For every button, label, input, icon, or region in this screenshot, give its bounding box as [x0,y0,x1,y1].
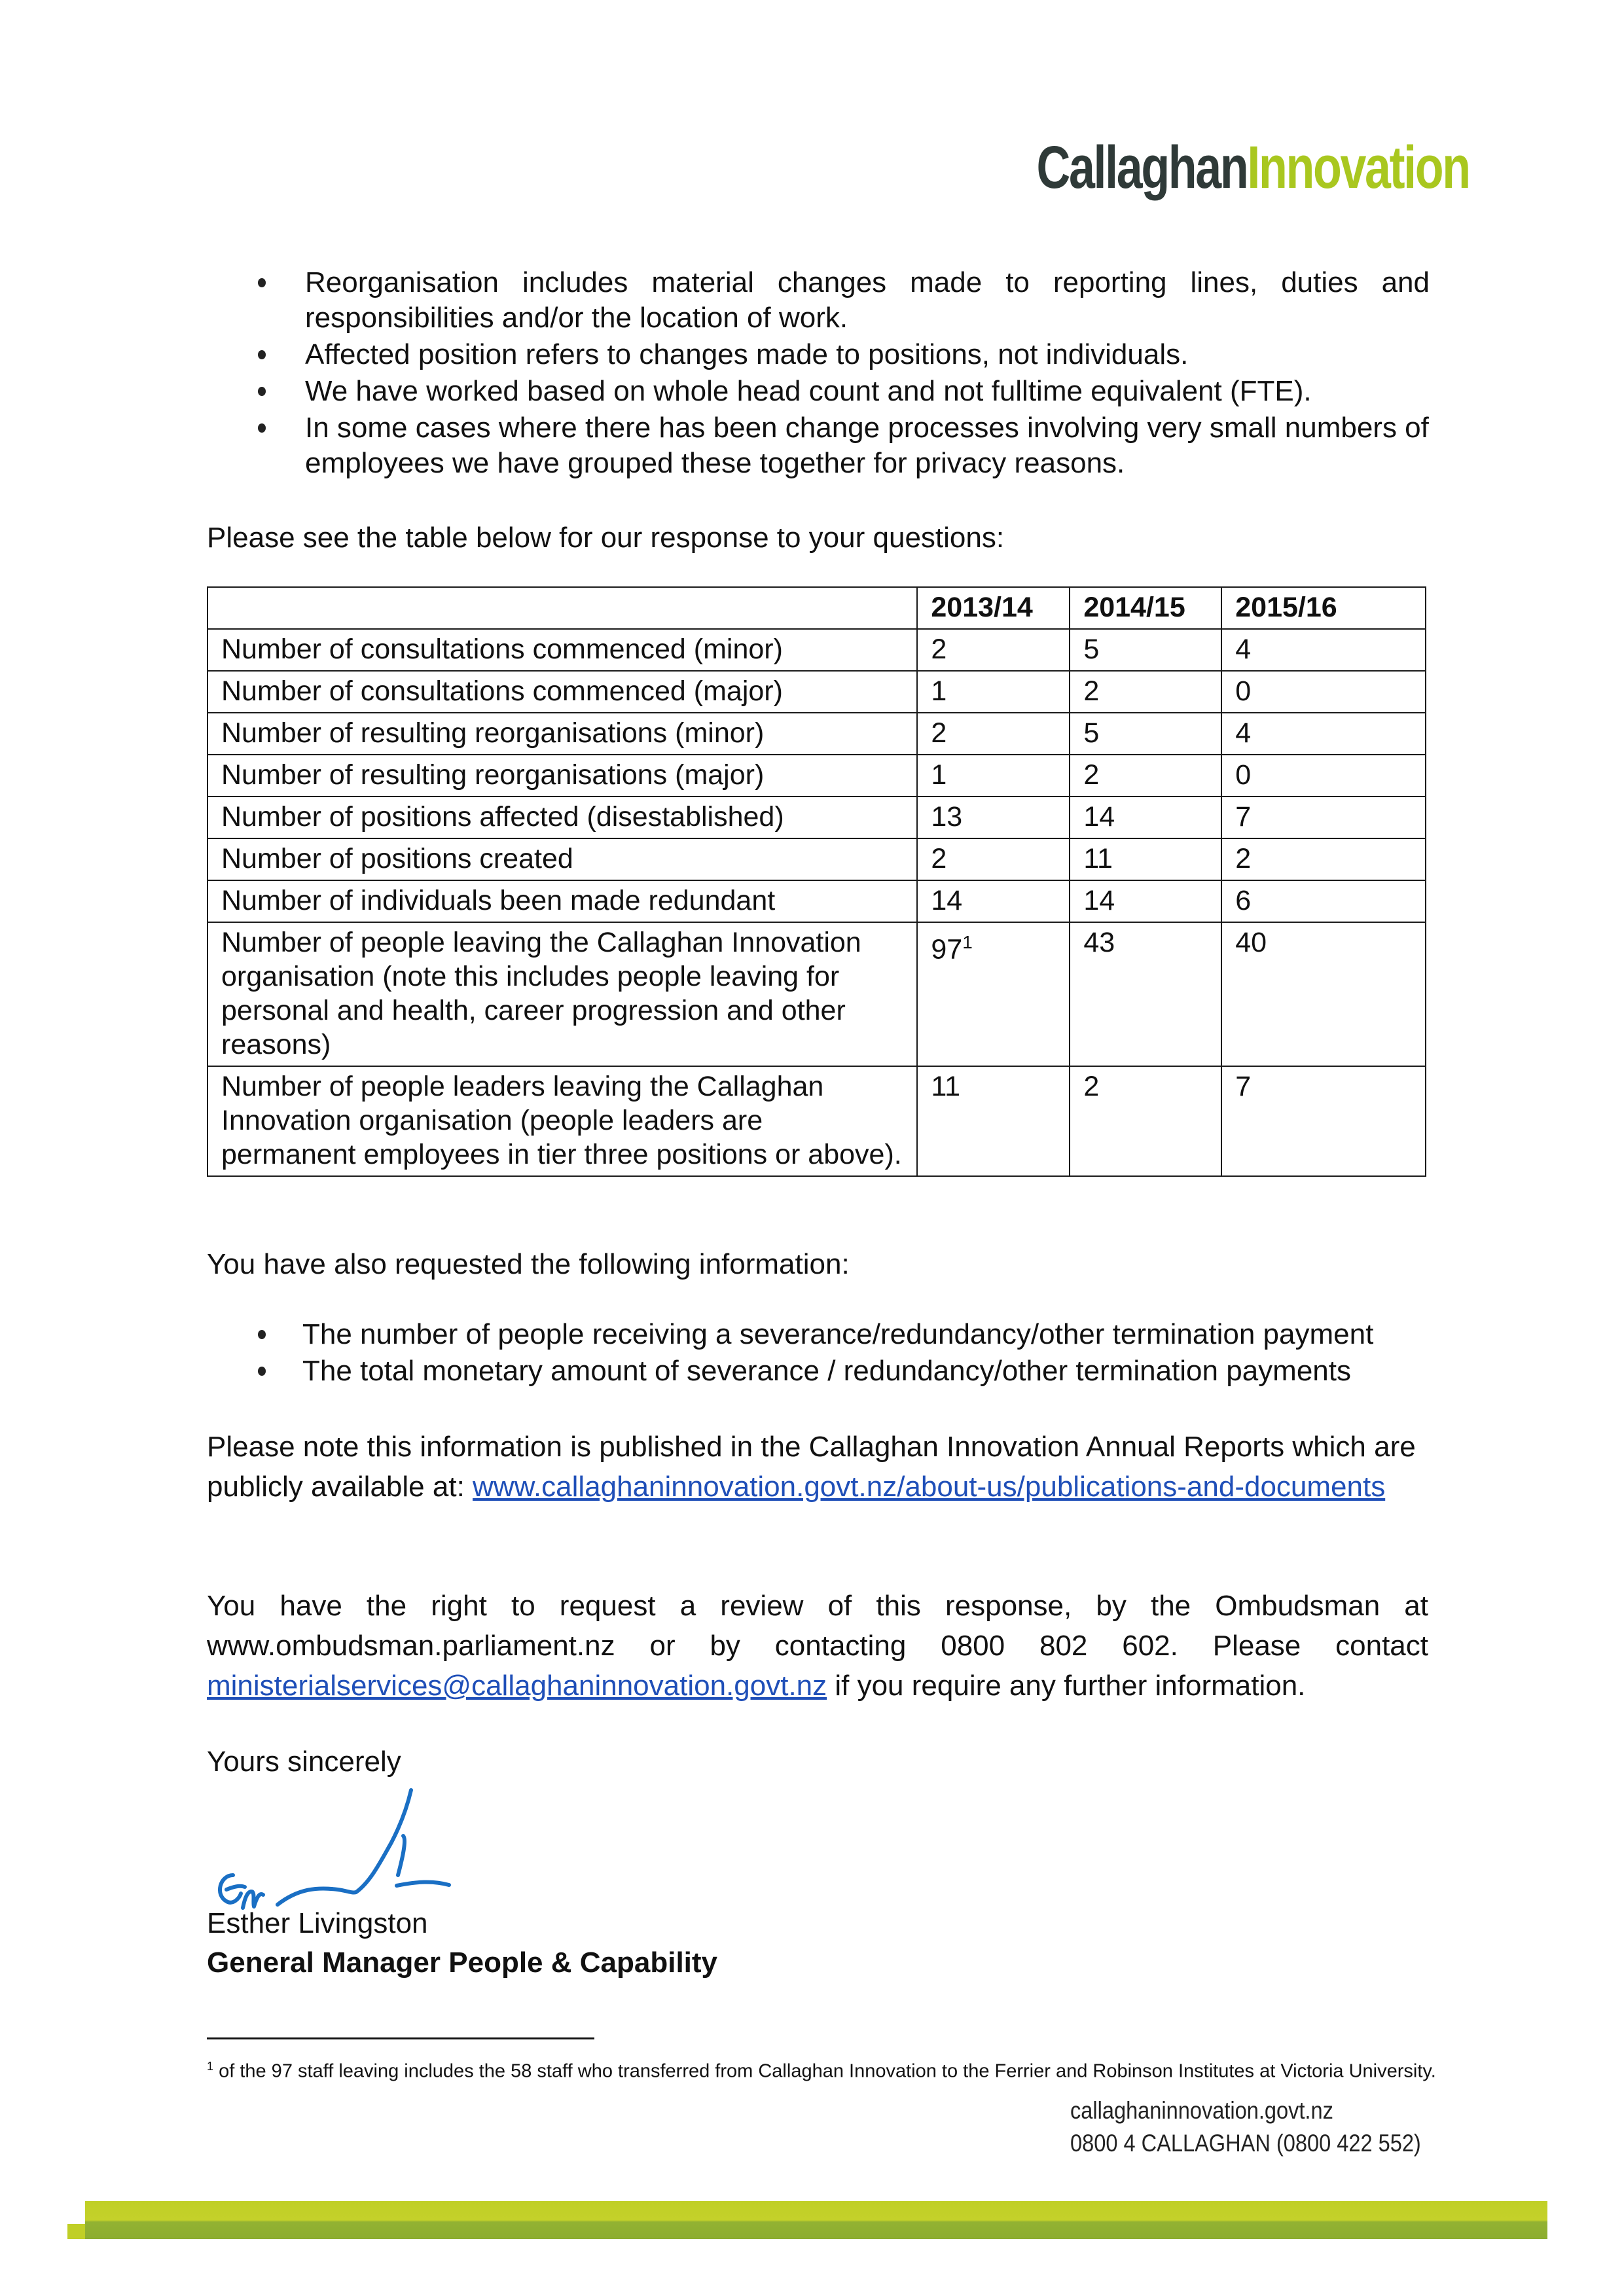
logo-innovation: Innovation [1247,134,1470,201]
cell-2013-14: 11 [917,1066,1070,1176]
cell-2014-15: 2 [1070,671,1221,713]
cell-2013-14: 2 [917,713,1070,755]
footer-contact [1070,2094,1421,2160]
footer-bar-tab [67,2224,87,2239]
table-header-2013-14: 2013/14 [917,587,1070,629]
table-row [208,880,1426,922]
footnote-marker: 1 [207,2060,214,2073]
row-label: Number of consultations commenced (minor) [208,629,917,671]
row-label: Number of positions created [208,838,917,880]
cell-2015-16: 4 [1221,629,1426,671]
cell-2014-15: 5 [1070,629,1221,671]
cell-2015-16: 4 [1221,713,1426,755]
table-row [208,713,1426,755]
cell-2014-15: 11 [1070,838,1221,880]
signatory-title: General Manager People & Capability [207,1946,718,1979]
callaghan-innovation-logo [1036,134,1470,201]
footnote: $^1$ of the 97 staff leaving includes the 58 staff who transferred from Callaghan Innovation to the Ferrier and Robinson Institutes at Victoria University. [207,2060,1436,2082]
cell-2014-15: 5 [1070,713,1221,755]
bullet-icon [258,1367,266,1376]
table-header-2015-16: 2015/16 [1221,587,1426,629]
cell-2015-16: 7 [1221,1066,1426,1176]
cell-2015-16: 2 [1221,838,1426,880]
bullet-icon [258,278,266,287]
table-header-blank [208,587,917,629]
closing: Yours sincerely [207,1746,401,1778]
publications-link[interactable]: www.callaghaninnovation.govt.nz/about-us/publications-and-documents [473,1471,1386,1503]
footnote-divider [207,2037,594,2039]
cell-2015-16: 7 [1221,797,1426,838]
table-row [208,1066,1426,1176]
row-label: Number of individuals been made redundant [208,880,917,922]
cell-2014-15: 2 [1070,1066,1221,1176]
definitions-list [258,265,1430,481]
cell-2013-14: 14 [917,880,1070,922]
definition-item: We have worked based on whole head count and not fulltime equivalent (FTE). [258,374,1430,410]
cell-2015-16: 6 [1221,880,1426,922]
bullet-icon [258,350,266,359]
bullet-icon [258,423,266,433]
table-row [208,922,1426,1066]
row-label: Number of resulting reorganisations (minor) [208,713,917,755]
cell-2015-16: 40 [1221,922,1426,1066]
cell-2014-15: 14 [1070,797,1221,838]
cell-2015-16: 0 [1221,671,1426,713]
also-requested-intro: You have also requested the following information: [207,1248,850,1280]
table-row [208,838,1426,880]
table-row [208,629,1426,671]
table-intro: Please see the table below for our response to your questions: [207,522,1005,554]
footer-green-bar [85,2201,1547,2239]
cell-2013-14: 2 [917,838,1070,880]
footer-phone: 0800 4 CALLAGHAN (0800 422 552) [1070,2130,1421,2157]
cell-2013-14: 1 [917,671,1070,713]
cell-2013-14: 13 [917,797,1070,838]
cell-2013-14: 2 [917,629,1070,671]
review-paragraph: You have the right to request a review of this response, by the Ombudsman at www.ombudsman.parliament.nz or by contacting 0800 802 602. Please contact ministerialservices@callaghaninnovation.govt.nz if you require any further information. [207,1590,1428,1702]
also-requested-list [258,1317,1436,1389]
definition-item: Reorganisation includes material changes made to reporting lines, duties and responsibilities and/or the location of work. [258,265,1430,337]
signature-icon [207,1777,573,1914]
table-header-2014-15: 2014/15 [1070,587,1221,629]
table-row [208,671,1426,713]
row-label: Number of resulting reorganisations (major) [208,755,917,797]
bullet-icon [258,1330,266,1339]
requested-item: The number of people receiving a severance/redundancy/other termination payment [258,1317,1436,1354]
annual-reports-paragraph: Please note this information is published in the Callaghan Innovation Annual Reports which are publicly available at: www.callaghaninnovation.govt.nz/about-us/publications-and-documents [207,1431,1416,1503]
cell-2015-16: 0 [1221,755,1426,797]
cell-2014-15: 2 [1070,755,1221,797]
table-header-row [208,587,1426,629]
reorganisation-table [207,586,1426,1177]
table-row [208,755,1426,797]
requested-item: The total monetary amount of severance / redundancy/other termination payments [258,1354,1436,1389]
definition-item: In some cases where there has been change processes involving very small numbers of employees we have grouped these together for privacy reasons. [258,410,1430,481]
logo-callaghan: Callaghan [1036,134,1248,201]
footer-website: callaghaninnovation.govt.nz [1070,2097,1333,2124]
row-label: Number of consultations commenced (major) [208,671,917,713]
cell-2013-14: 1 [917,755,1070,797]
cell-2013-14: $97^1$ [917,922,1070,1066]
footnote-ref[interactable]: 1 [962,932,973,952]
cell-2014-15: 43 [1070,922,1221,1066]
row-label: Number of positions affected (disestablished) [208,797,917,838]
row-label: Number of people leaving the Callaghan Innovation organisation (note this includes people leaving for personal and health, career progression and other reasons) [208,922,917,1066]
email-link[interactable]: ministerialservices@callaghaninnovation.govt.nz [207,1670,827,1702]
table-row [208,797,1426,838]
definition-item: Affected position refers to changes made to positions, not individuals. [258,337,1430,374]
cell-2014-15: 14 [1070,880,1221,922]
signatory-name: Esther Livingston [207,1907,428,1939]
row-label: Number of people leaders leaving the Callaghan Innovation organisation (people leaders are permanent employees in tier three positions or above). [208,1066,917,1176]
bullet-icon [258,387,266,396]
